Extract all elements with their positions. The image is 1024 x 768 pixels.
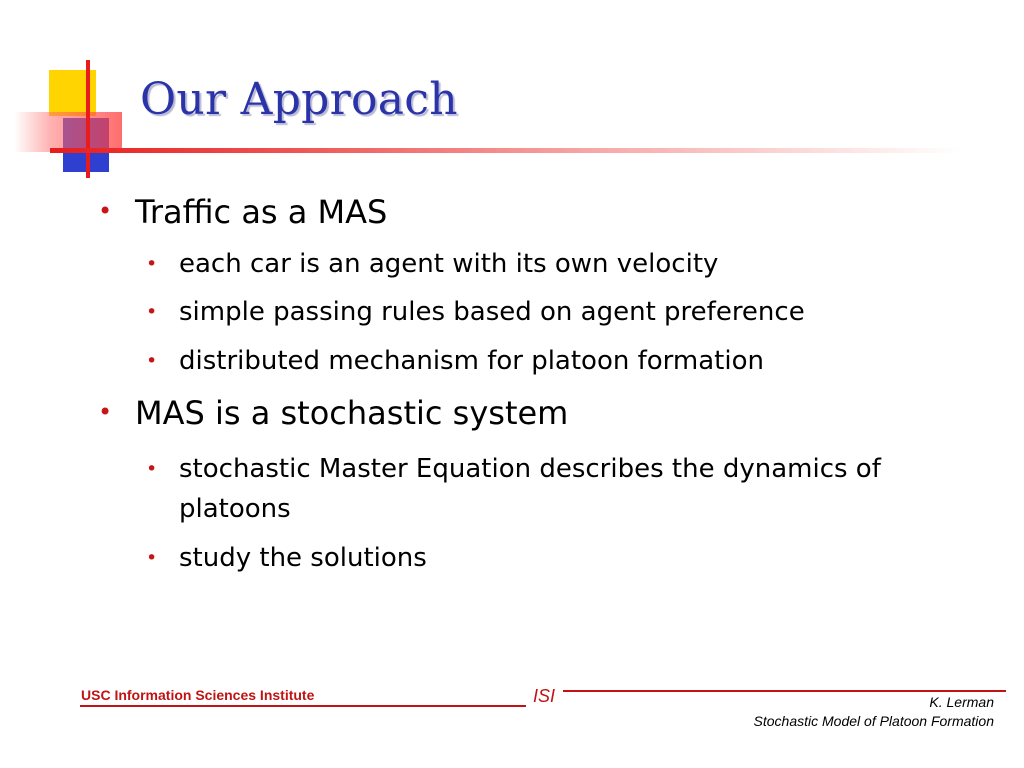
footer-left-rule	[80, 705, 526, 707]
author-name: K. Lerman	[929, 694, 994, 710]
slide-title: Our Approach	[140, 74, 458, 125]
bullet-marker: •	[98, 398, 113, 426]
institute-name: USC Information Sciences Institute	[81, 687, 315, 703]
sub-bullet-text: simple passing rules based on agent preference	[179, 297, 805, 327]
sub-bullet-text: each car is an agent with its own velocity	[179, 249, 719, 279]
talk-title: Stochastic Model of Platoon Formation	[753, 713, 994, 729]
bullet-marker: •	[146, 350, 158, 372]
bullet-text: MAS is a stochastic system	[135, 394, 569, 432]
footer-right-rule	[563, 690, 1006, 692]
sub-bullet-text: stochastic Master Equation describes the dynamics of platoons	[179, 454, 881, 524]
sub-bullet-text: study the solutions	[179, 543, 427, 573]
bullet-marker: •	[146, 301, 158, 323]
bullet-marker: •	[146, 458, 158, 480]
bullet-text: Traffic as a MAS	[135, 193, 388, 231]
sub-bullet-text: distributed mechanism for platoon formation	[179, 346, 764, 376]
isi-logo-text: ISI	[533, 686, 556, 706]
bullet-marker: •	[146, 253, 158, 275]
bullet-marker: •	[146, 547, 158, 569]
bullet-marker: •	[98, 197, 113, 225]
